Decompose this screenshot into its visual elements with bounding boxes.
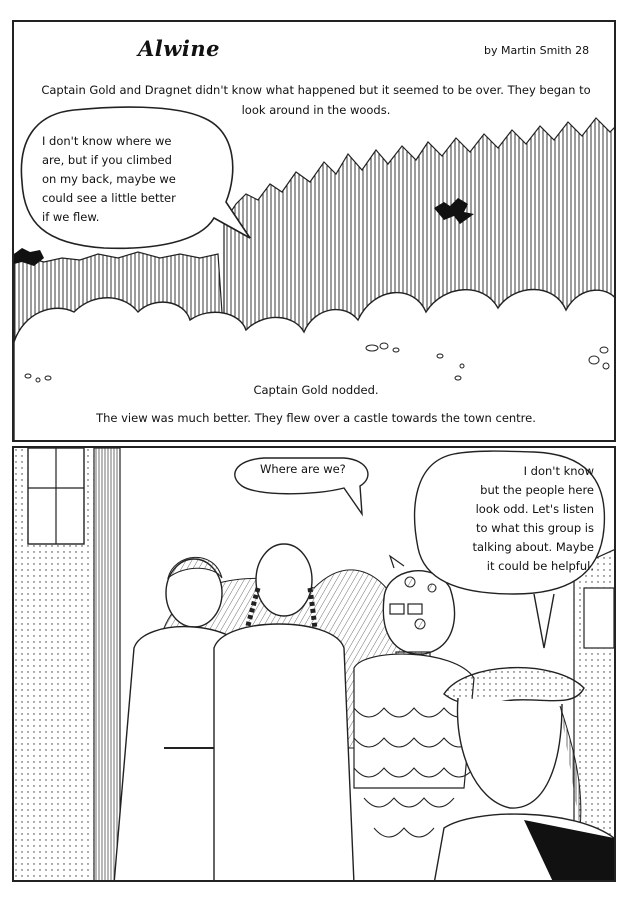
caption-intro: Captain Gold and Dragnet didn't know what happened but it seemed to be over. They began to look around in the woods. [41,83,591,117]
speech-bubble-text [42,132,232,227]
bubble-line: to what this group is [476,521,594,535]
speech-bubble-right-text [424,462,594,576]
caption-view: The view was much better. They flew over a castle towards the town centre. [96,411,536,425]
bubble-line: if we flew. [42,210,100,224]
bubble-line: could see a little better [42,191,176,205]
bottom-panel [12,446,616,882]
bubble-line: on my back, maybe we [42,172,176,186]
bubble-line: are, but if you climbed [42,153,172,167]
bubble-line: talking about. Maybe [472,540,594,554]
bubble-line: it could be helpful. [486,559,594,573]
bubble-line: but the people here [480,483,594,497]
bubble-line: I don't know where we [42,134,172,148]
caption-nod: Captain Gold nodded. [253,383,379,397]
byline: by Martin Smith 28 [484,44,590,57]
bubble-line: look odd. Let's listen [475,502,594,516]
wooden-beam [94,448,120,882]
speech-bubble-left-text: Where are we? [260,462,346,476]
comic-title: Alwine [138,36,220,61]
top-panel [12,20,616,442]
bubble-line: I don't know [523,464,594,478]
